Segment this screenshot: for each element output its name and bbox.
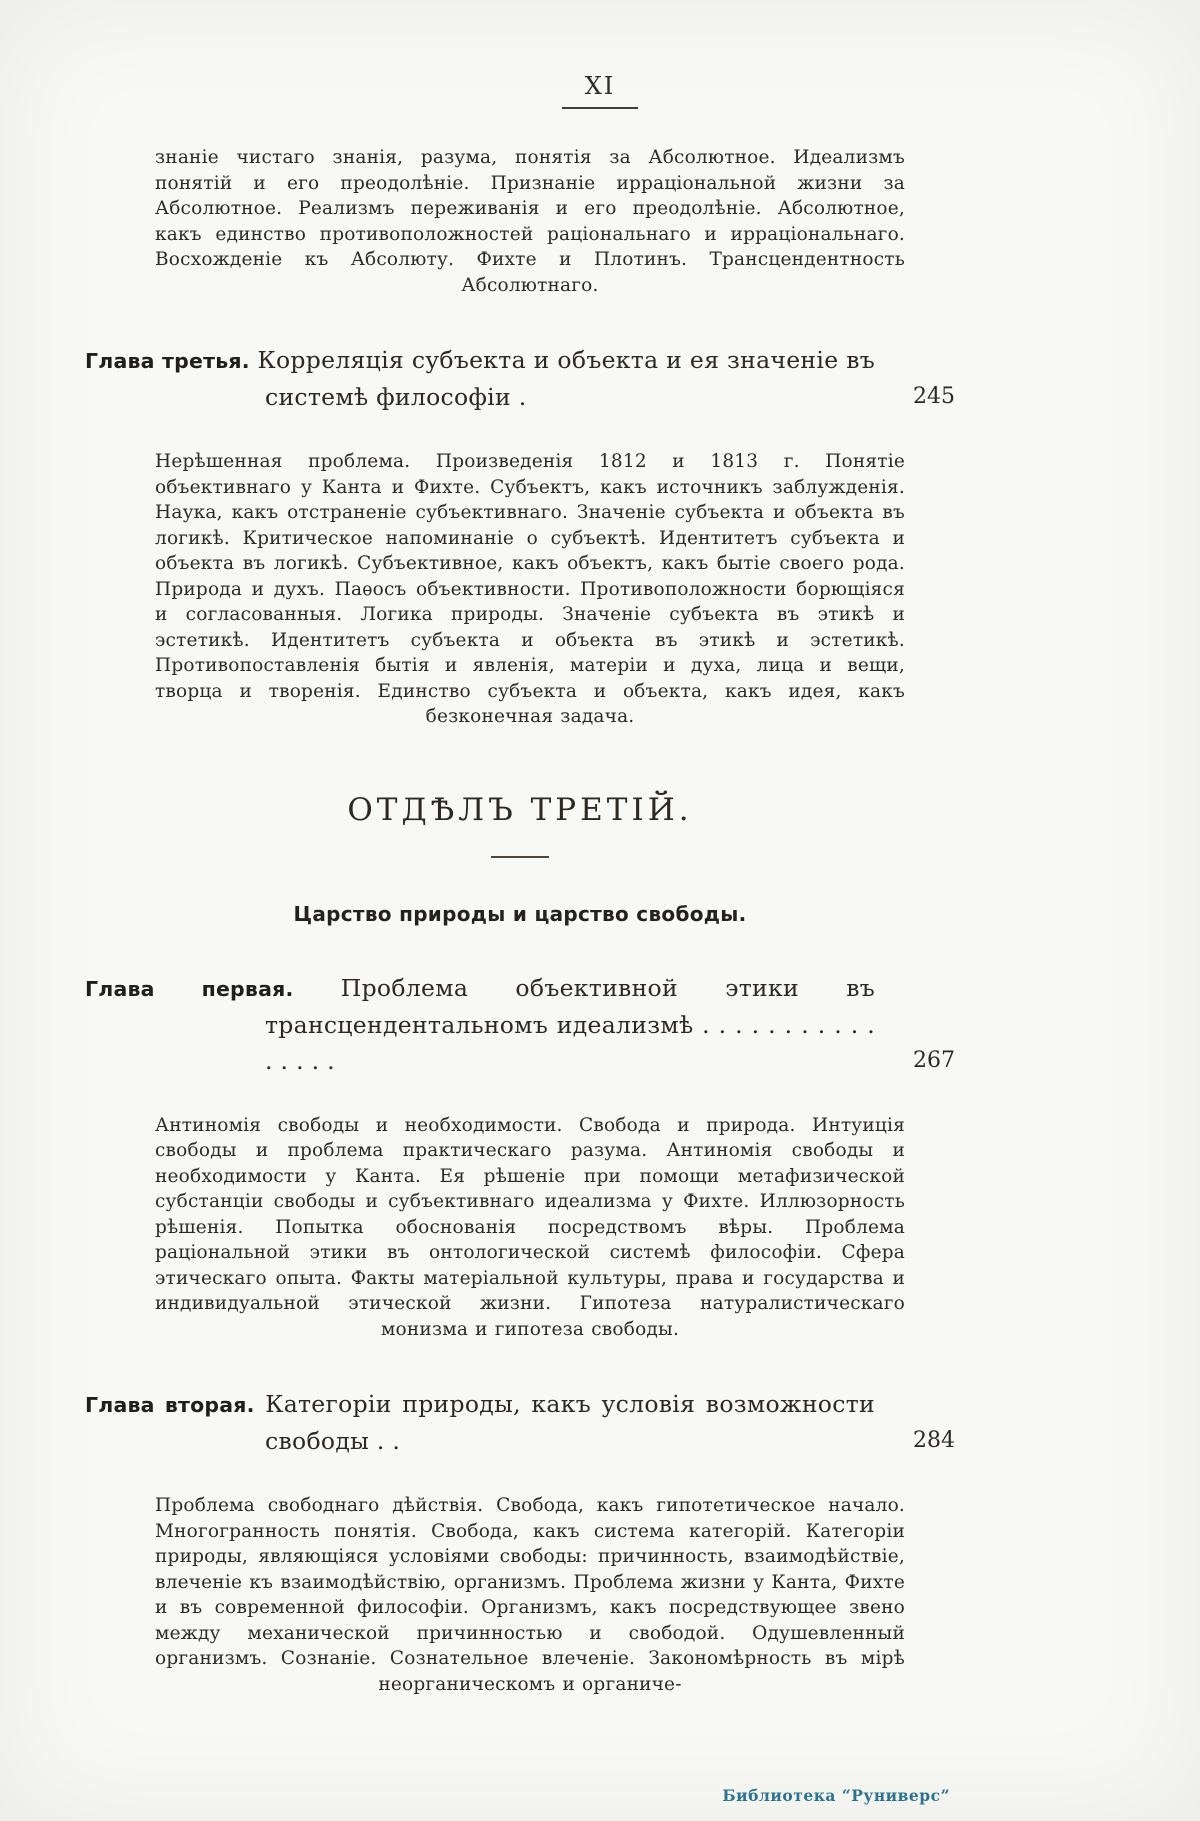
chapter-label: Глава вторая. <box>85 1393 255 1417</box>
chapter-page-number: 245 <box>913 384 955 409</box>
chapter-title <box>85 1386 875 1459</box>
chapter-title-text: Проблема объективной этики въ трансцендентальномъ идеализмѣ . . . . . . . . . . . . . . . . <box>265 973 875 1075</box>
chapter-page-number: 284 <box>913 1428 955 1453</box>
chapter-label: Глава третья. <box>85 349 250 373</box>
toc-entry-chapter-two <box>85 1386 955 1459</box>
toc-entry-chapter-one <box>85 970 955 1079</box>
part-heading: ОТДѢЛЪ ТРЕТІЙ. <box>347 791 693 828</box>
table-of-contents <box>0 145 1200 1697</box>
chapter-label: Глава первая. <box>85 976 294 1001</box>
page-header <box>0 0 1200 109</box>
part-heading-rule <box>491 856 549 858</box>
chapter-one-summary: Антиномія свободы и необходимости. Свобода и природа. Интуиція свободы и проблема практическаго разума. Антиномія свободы и необходимости у Канта. Ея рѣшеніе при помощи метафизической субстанціи свободы и субъективнаго идеализма у Фихте. Иллюзорность рѣшенія. Попытка обоснованія посредствомъ вѣры. Проблема раціональной этики въ онтологической системѣ философіи. Сфера этическаго опыта. Факты матеріальной культуры, права и государства и индивидуальной этической жизни. Гипотеза натуралистическаго монизма и гипотеза свободы. <box>155 1114 905 1340</box>
header-rule <box>562 107 638 109</box>
chapter-title-text: Категоріи природы, какъ условія возможности свободы . . <box>265 1390 875 1455</box>
chapter-three-summary: Нерѣшенная проблема. Произведенія 1812 и 1813 г. Понятіе объективнаго у Канта и Фихте. Субъектъ, какъ источникъ заблужденія. Наука, какъ отстраненіе субъективнаго. Значеніе субъекта и объекта въ логикѣ. Критическое напоминаніе о субъектѣ. Идентитетъ субъекта и объекта въ логикѣ. Субъективное, какъ объектъ, какъ бытіе своего рода. Природа и духъ. Паѳосъ объективности. Противоположности борющіяся и согласованныя. Логика природы. Значеніе субъекта въ этикѣ и эстетикѣ. Идентитетъ субъекта и объекта въ этикѣ и эстетикѣ. Противопоставленія бытія и явленія, матеріи и духа, лица и вещи, творца и творенія. Единство субъекта и объекта, какъ идея, какъ безконечная задача. <box>155 451 905 727</box>
chapter-title-text: Корреляція субъекта и объекта и ея значеніе въ системѣ философіи . <box>257 346 875 411</box>
chapter-two-summary: Проблема свободнаго дѣйствія. Свобода, какъ гипотетическое начало. Многогранность понятія. Свобода, какъ система категорій. Категоріи природы, являющіяся условіями свободы: причинность, взаимодѣйствіе, влеченіе къ взаимодѣйствію, организмъ. Проблема жизни у Канта, Фихте и въ современной философіи. Организмъ, какъ посредствующее звено между механической причинностью и свободой. Одушевленный организмъ. Сознаніе. Сознательное влеченіе. Закономѣрность въ мірѣ неорганическомъ и органиче- <box>155 1495 905 1695</box>
part-subtitle: Царство природы и царство свободы. <box>293 901 747 926</box>
chapter-title <box>85 342 875 415</box>
toc-entry-chapter-three <box>85 342 955 415</box>
carryover-chapter-summary: знаніе чистаго знанія, разума, понятія за Абсолютное. Идеализмъ понятій и его преодолѣніе. Признаніе ирраціональной жизни за Абсолютное. Реализмъ переживанія и его преодолѣніе. Абсолютное, какъ единство противоположностей раціональнаго и ирраціональнаго. Восхожденіе къ Абсолюту. Фихте и Плотинъ. Трансцендентность Абсолютнаго. <box>155 147 905 296</box>
page-number-roman: XI <box>584 72 616 100</box>
library-watermark: Библиотека “Руниверс” <box>722 1786 950 1805</box>
chapter-title <box>85 970 875 1079</box>
chapter-page-number: 267 <box>913 1047 955 1073</box>
